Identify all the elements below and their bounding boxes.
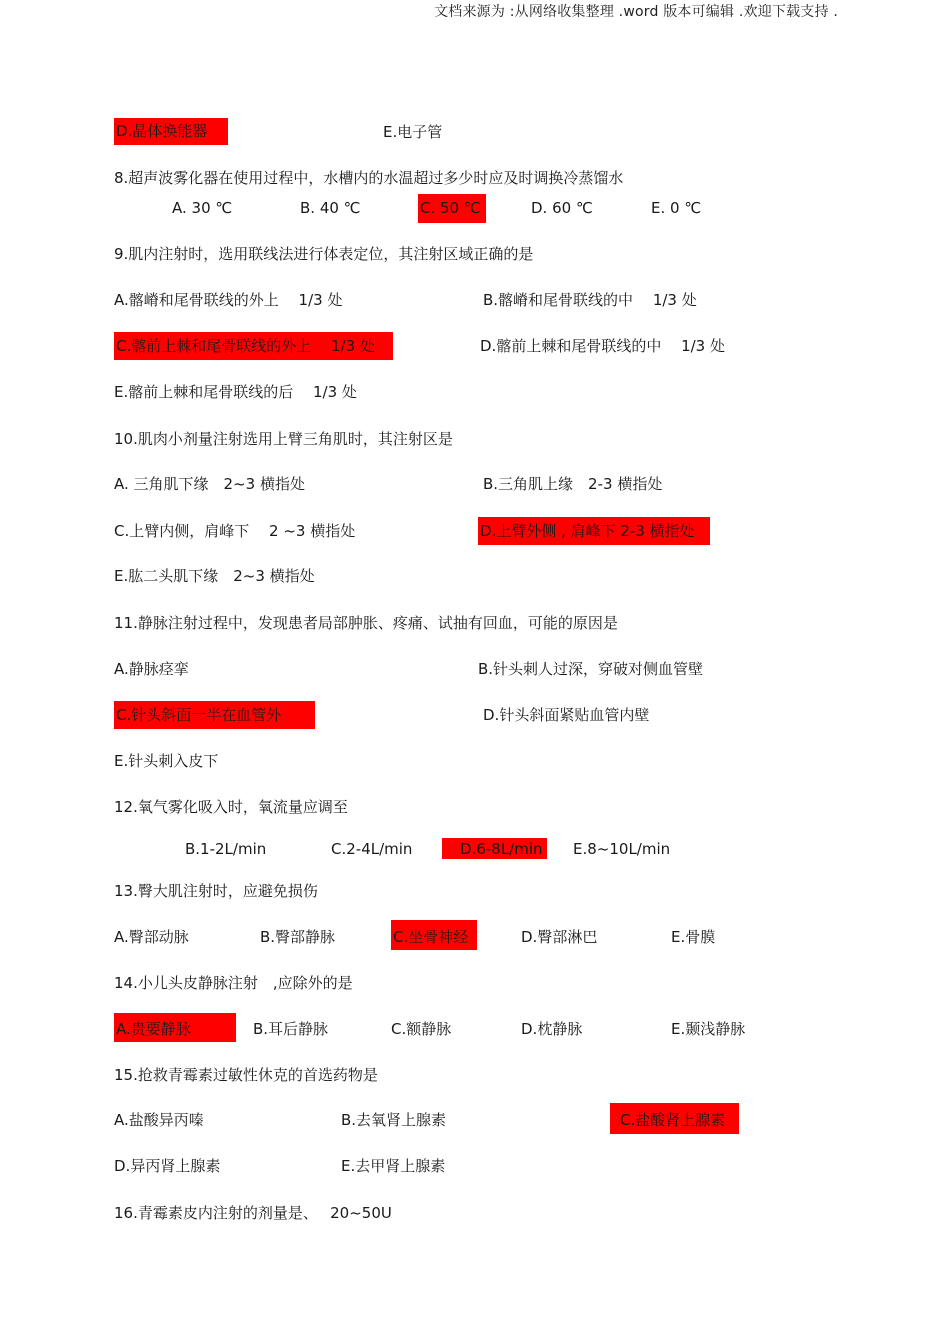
q10-question: 10.肌肉小剂量注射选用上臂三角肌时，其注射区是 <box>114 430 453 448</box>
q7-option-e: E.电子管 <box>383 123 443 141</box>
q13-option-a: A.臀部动脉 <box>114 928 189 946</box>
q12-option-c: C.2-4L/min <box>331 840 413 858</box>
q12-option-d-answer: D.6-8L/min <box>442 838 547 859</box>
q9-option-d: D.髂前上棘和尾骨联线的中 1/3 处 <box>480 337 725 355</box>
q10-option-e: E.肱二头肌下缘 2~3 横指处 <box>114 567 315 585</box>
q14-option-b: B.耳后静脉 <box>253 1020 329 1038</box>
q8-option-d: D. 60 ℃ <box>531 199 593 217</box>
q11-question: 11.静脉注射过程中，发现患者局部肿胀、疼痛、试抽有回血，可能的原因是 <box>114 614 618 632</box>
q15-question: 15.抢救青霉素过敏性休克的首选药物是 <box>114 1066 378 1084</box>
q13-question: 13.臀大肌注射时，应避免损伤 <box>114 882 318 900</box>
q11-option-e: E.针头刺入皮下 <box>114 752 219 770</box>
q11-option-d: D.针头斜面紧贴血管内壁 <box>483 706 650 724</box>
q9-question: 9.肌内注射时，选用联线法进行体表定位，其注射区域正确的是 <box>114 245 534 263</box>
q14-option-c: C.额静脉 <box>391 1020 452 1038</box>
page-header: 文档来源为 :从网络收集整理 .word 版本可编辑 .欢迎下载支持 . <box>434 4 838 20</box>
q13-option-b: B.臀部静脉 <box>260 928 336 946</box>
q8-option-b: B. 40 ℃ <box>300 199 361 217</box>
q12-option-e: E.8~10L/min <box>573 840 671 858</box>
q11-option-c-answer: C.针头斜面一半在血管外 <box>114 701 315 729</box>
q15-option-c-answer: C.盐酸肾上腺素 <box>610 1103 739 1134</box>
q16-question: 16.青霉素皮内注射的剂量是、 20~50U <box>114 1204 392 1222</box>
q15-option-e: E.去甲肾上腺素 <box>341 1157 446 1175</box>
q12-option-b: B.1-2L/min <box>185 840 267 858</box>
q12-question: 12.氧气雾化吸入时，氧流量应调至 <box>114 798 348 816</box>
q10-option-d-answer: D.上臂外侧 , 肩峰下 2-3 横指处 <box>478 517 710 545</box>
q9-option-b: B.髂嵴和尾骨联线的中 1/3 处 <box>483 291 697 309</box>
q10-option-b: B.三角肌上缘 2-3 横指处 <box>483 475 663 493</box>
q8-question: 8.超声波雾化器在使用过程中，水槽内的水温超过多少时应及时调换冷蒸馏水 <box>114 169 624 187</box>
q15-option-a: A.盐酸异丙嗪 <box>114 1111 204 1129</box>
q9-option-a: A.髂嵴和尾骨联线的外上 1/3 处 <box>114 291 343 309</box>
q11-option-a: A.静脉痉挛 <box>114 660 189 678</box>
q7-option-d-answer: D.晶体换能器 <box>114 118 228 145</box>
q14-option-a-answer: A.贵要静脉 <box>114 1013 236 1042</box>
q9-option-e: E.髂前上棘和尾骨联线的后 1/3 处 <box>114 383 357 401</box>
q15-option-b: B.去氧肾上腺素 <box>341 1111 447 1129</box>
q14-option-d: D.枕静脉 <box>521 1020 583 1038</box>
q8-option-a: A. 30 ℃ <box>172 199 233 217</box>
q13-option-d: D.臀部淋巴 <box>521 928 598 946</box>
q10-option-a: A. 三角肌下缘 2~3 横指处 <box>114 475 305 493</box>
q8-option-c-answer: C. 50 ℃ <box>418 194 486 223</box>
q10-option-c: C.上臂内侧，肩峰下 2 ~3 横指处 <box>114 522 356 540</box>
q8-option-e: E. 0 ℃ <box>651 199 702 217</box>
q13-option-e: E.骨膜 <box>671 928 716 946</box>
q9-option-c-answer: C.髂前上棘和尾骨联线的外上 1/3 处 <box>114 332 393 360</box>
q11-option-b: B.针头刺人过深，穿破对侧血管壁 <box>478 660 704 678</box>
q15-option-d: D.异丙肾上腺素 <box>114 1157 221 1175</box>
q14-question: 14.小儿头皮静脉注射 ,应除外的是 <box>114 974 353 992</box>
q14-option-e: E.颞浅静脉 <box>671 1020 746 1038</box>
q13-option-c-answer: C.坐骨神经 <box>391 920 477 950</box>
